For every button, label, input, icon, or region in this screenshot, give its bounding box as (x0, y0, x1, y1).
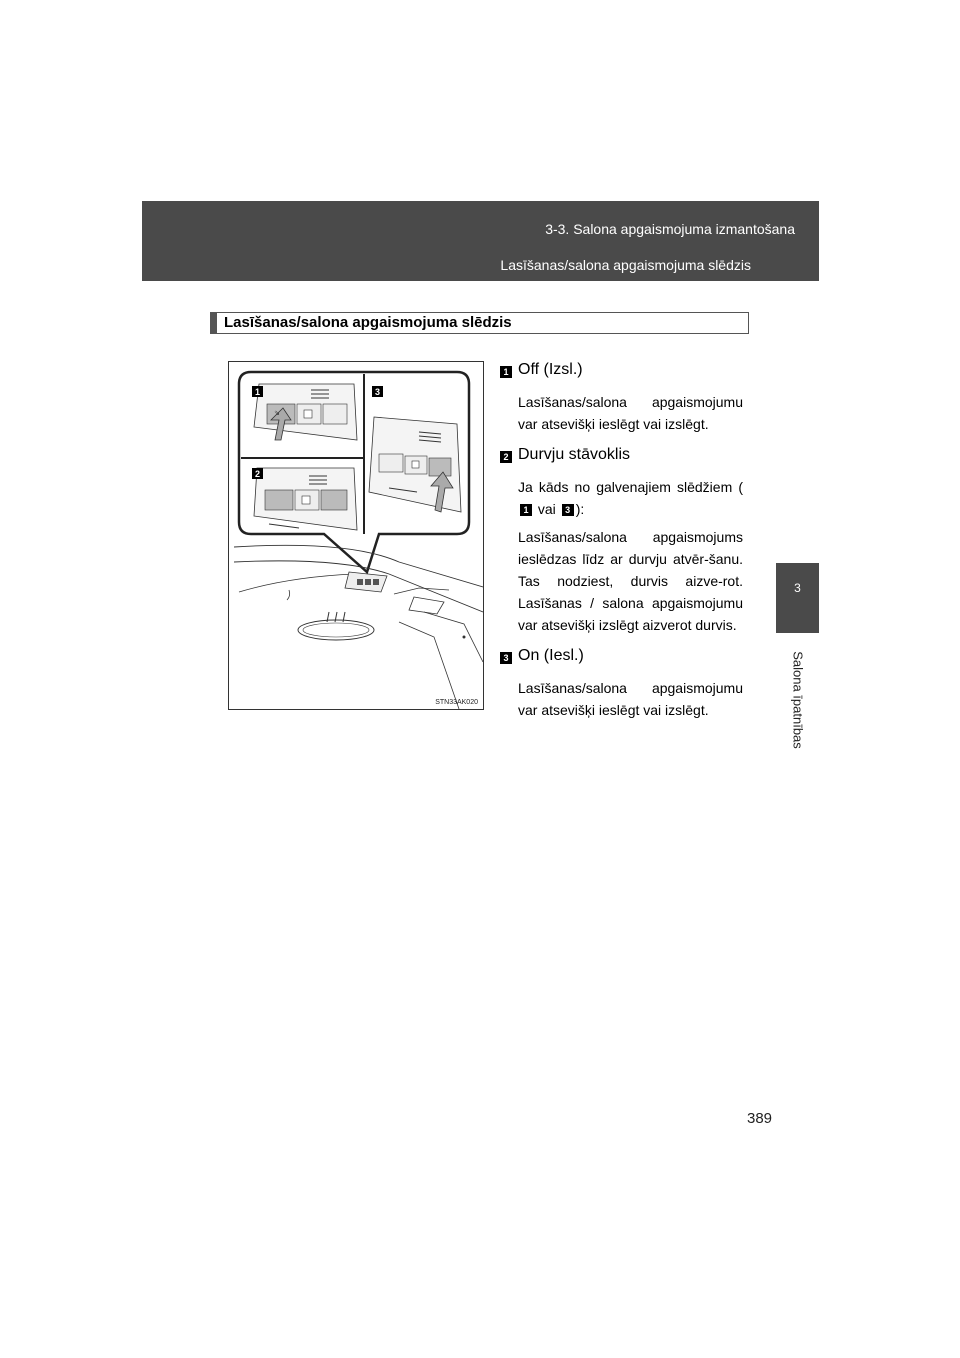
section-title: Lasīšanas/salona apgaismojuma slēdzis (224, 314, 512, 331)
section-heading (210, 312, 749, 334)
list-item (500, 446, 743, 636)
item-description: Lasīšanas/salona apgaismojumu var atsevišķi ieslēgt vai izslēgt. (518, 394, 743, 432)
reference-badge-1: 1 (520, 504, 532, 516)
condition-text-end: ): (575, 501, 585, 517)
page-number: 389 (747, 1110, 773, 1127)
chapter-header (142, 201, 819, 281)
item-description: Lasīšanas/salona apgaismojumu var atsevišķi ieslēgt vai izslēgt. (518, 680, 743, 718)
item-number-badge: 2 (500, 451, 512, 463)
list-item (500, 647, 743, 721)
chapter-tab-number: 3 (794, 581, 801, 595)
figure-callout-3: 3 (374, 387, 381, 397)
illustration-drawing (229, 362, 483, 709)
section-marker (211, 313, 217, 333)
item-number-badge: 3 (500, 652, 512, 664)
condition-text: Ja kāds no galvenajiem slēdžiem ( (518, 479, 743, 495)
reference-badge-3: 3 (562, 504, 574, 516)
item-title: On (Iesl.) (518, 647, 584, 664)
item-number-badge: 1 (500, 366, 512, 378)
list-item (500, 361, 743, 435)
item-title: Off (Izsl.) (518, 361, 583, 378)
item-title: Durvju stāvoklis (518, 446, 631, 463)
chapter-tab-label: Salona īpatnības (790, 651, 806, 749)
svg-text:⇘: ⇘ (274, 409, 280, 417)
switch-illustration (228, 361, 484, 710)
mode-list (500, 361, 743, 732)
chapter-tab (776, 563, 819, 633)
topic-title: Lasīšanas/salona apgaismojuma slēdzis (500, 257, 751, 273)
condition-text-mid: vai (534, 501, 560, 517)
chapter-title: 3-3. Salona apgaismojuma izmantošana (545, 221, 795, 237)
item-description: Lasīšanas/salona apgaismojums ieslēdzas līdz ar durvju atvēr-šanu. Tas nodziest, durvis aizve-rot. Lasīšanas / salona apgaismojumu var atsevišķi izslēgt aizverot durvis. (518, 529, 743, 633)
item-condition (518, 476, 743, 520)
figure-code: STN33AK020 (435, 699, 478, 706)
figure-callout-2: 2 (254, 469, 261, 479)
figure-callout-1: 1 (254, 387, 261, 397)
